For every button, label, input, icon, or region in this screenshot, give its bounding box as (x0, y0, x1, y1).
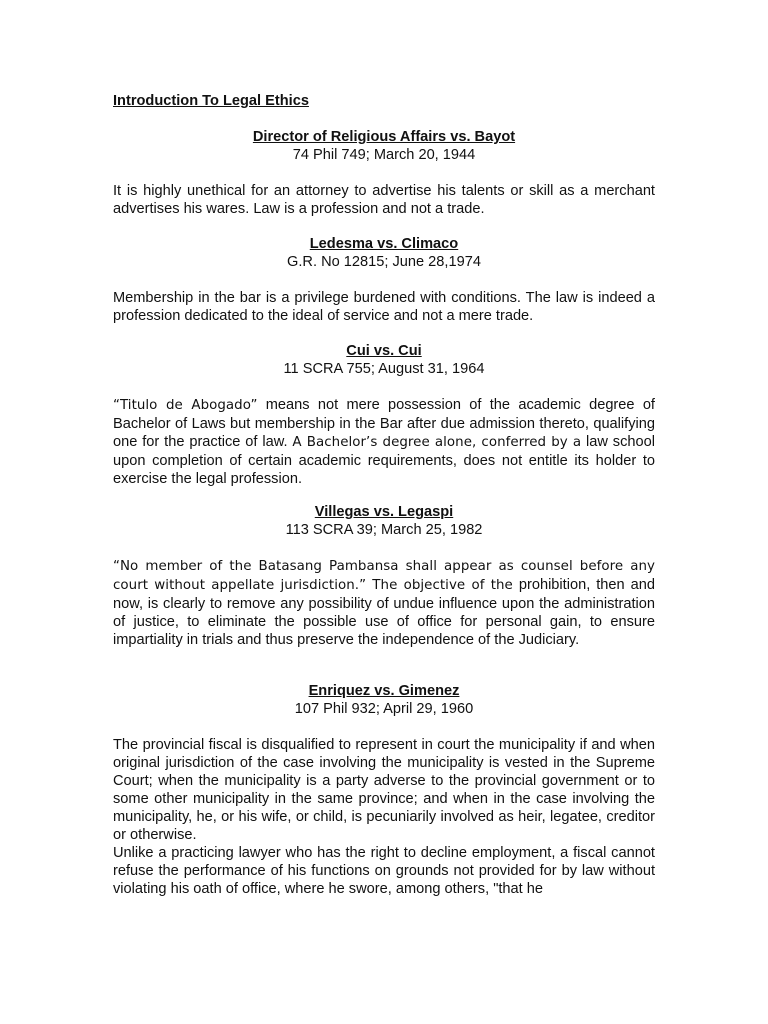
case-citation: 113 SCRA 39; March 25, 1982 (285, 522, 483, 538)
case-summary (113, 396, 655, 488)
quoted-passage: A Bachelor’s degree alone, conferred by a (292, 435, 582, 450)
case-title: Enriquez vs. Gimenez (308, 683, 460, 699)
case-summary: The provincial fiscal is disqualified to represent in court the municipality if and when original jurisdiction of the case involving the municipality is vested in the Supreme Court; when the municipality is a party adverse to the provincial government or to some other municipality in the same province; and when in the case involving the municipality, he, or his wife, or child, is pecuniarily involved as heir, legatee, creditor or otherwise. (113, 737, 655, 843)
case-heading (113, 503, 655, 539)
case-summary: It is highly unethical for an attorney to advertise his talents or skill as a merchant advertises his wares. Law is a profession and not a trade. (113, 183, 655, 217)
case-heading (113, 128, 655, 164)
case-heading (113, 682, 655, 718)
quoted-passage: “No member of the Batasang Pambansa shall appear as counsel before any court without appellate jurisdiction.” The objective of the (113, 559, 655, 593)
case-citation: 74 Phil 749; March 20, 1944 (292, 147, 476, 163)
case-citation: G.R. No 12815; June 28,1974 (287, 254, 481, 270)
document-title: Introduction To Legal Ethics (113, 93, 309, 109)
quoted-term: “Titulo de Abogado” (113, 398, 258, 413)
case-heading (113, 235, 655, 271)
case-citation: 11 SCRA 755; August 31, 1964 (283, 361, 485, 377)
case-summary: Unlike a practicing lawyer who has the right to decline employment, a fiscal cannot refuse the performance of his functions on grounds not provided for by law without violating his oath of office, where he swore, among others, "that he (113, 845, 655, 897)
case-summary-text: prohibition, then and now, is clearly to remove any possibility of undue influence upon the administration of justice, to eliminate the possible use of office for personal gain, to ensure impartiality in trials and thus preserve the independence of the Judiciary. (113, 577, 656, 648)
case-summary: Membership in the bar is a privilege burdened with conditions. The law is indeed a profession dedicated to the ideal of service and not a mere trade. (113, 290, 655, 324)
case-title: Cui vs. Cui (346, 343, 422, 359)
case-title: Villegas vs. Legaspi (314, 504, 454, 520)
case-title: Ledesma vs. Climaco (309, 236, 459, 252)
case-heading (113, 342, 655, 378)
case-summary-text: means not mere possession of the academic degree of Bachelor of Laws but membership in the Bar after due admission thereto, qualifying one for the practice of law. (113, 397, 655, 450)
case-summary-text: law school upon completion of certain academic requirements, does not entitle its holder to exercise the legal profession. (113, 434, 655, 487)
case-citation: 107 Phil 932; April 29, 1960 (294, 701, 474, 717)
case-title: Director of Religious Affairs vs. Bayot (252, 129, 516, 145)
case-summary (113, 557, 655, 649)
